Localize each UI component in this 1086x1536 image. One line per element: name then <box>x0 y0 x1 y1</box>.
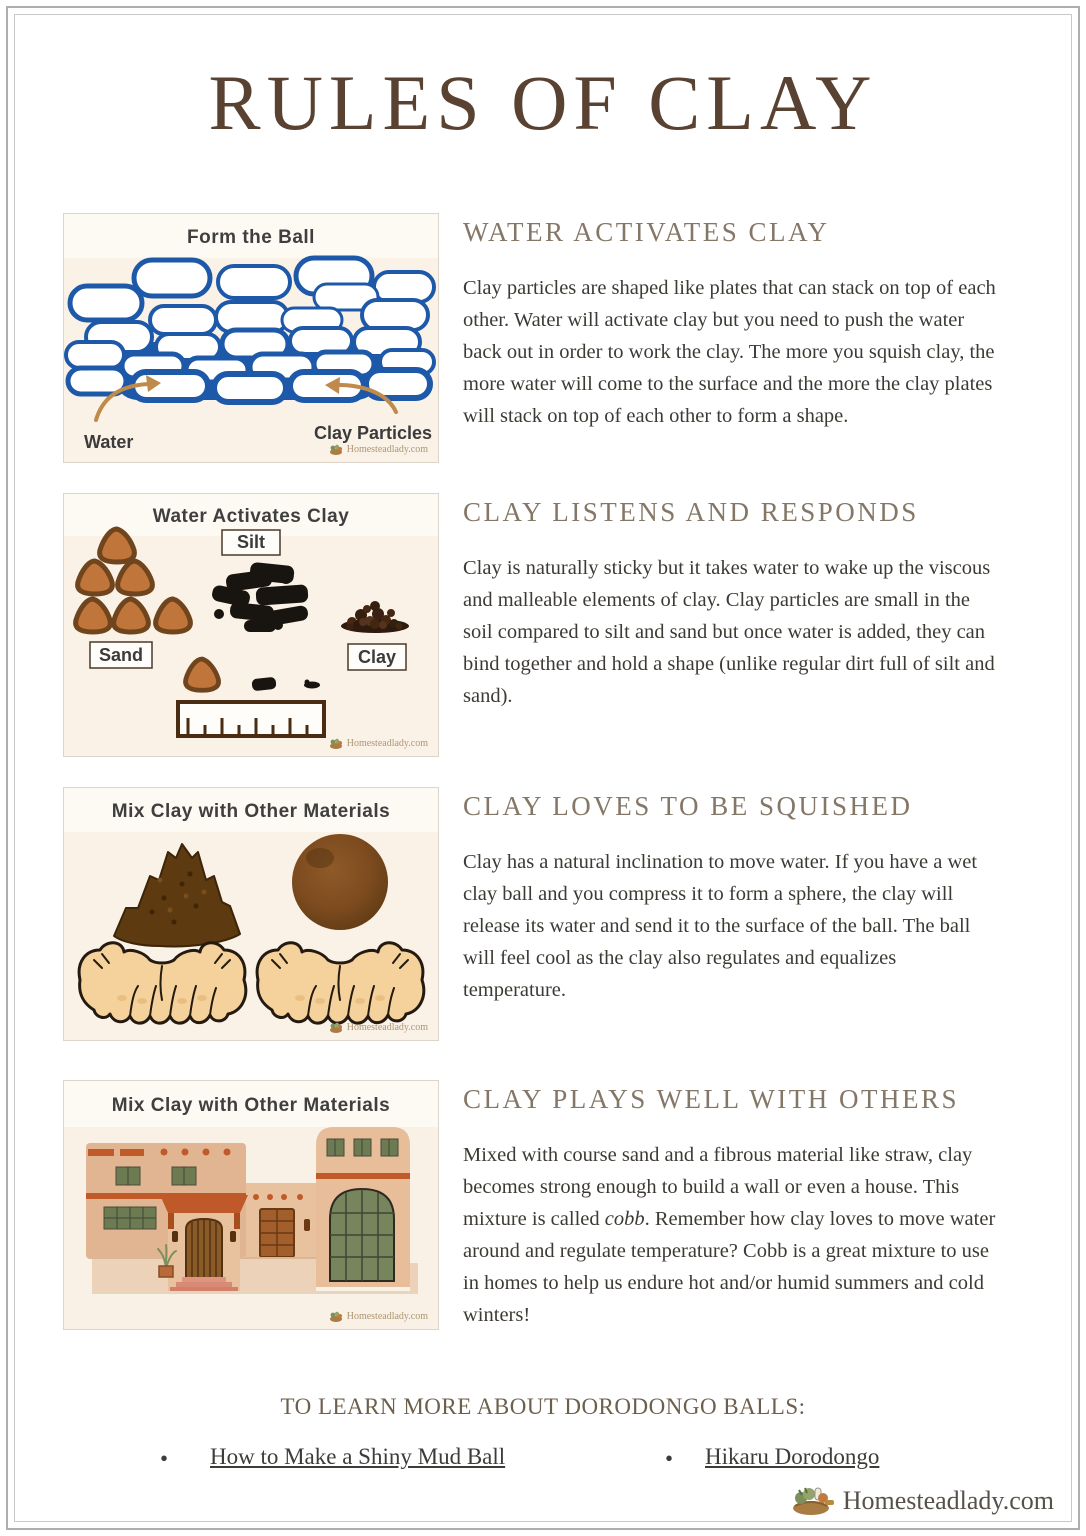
section-clay-listens <box>63 493 996 757</box>
section-body: Clay particles are shaped like plates that can stack on top of each other. Water will activate clay but you need to push the water back out in order to work the clay. The more you squish clay, the more water will come to the surface and the more the clay plates will stack on top of each other to form a shape. <box>463 277 996 427</box>
hands-holding-clay-diagram <box>64 788 438 1040</box>
illustration-form-the-ball <box>63 213 439 463</box>
cobb-term: cobb <box>604 1207 645 1230</box>
sand-label: Sand <box>98 645 144 665</box>
homestead-logo-icon <box>329 1311 343 1322</box>
homestead-logo-icon <box>329 738 343 749</box>
watermark-text: Homesteadlady.com <box>346 444 428 455</box>
footer-heading: TO LEARN MORE ABOUT DORODONGO BALLS: <box>280 1394 806 1419</box>
bullet: • <box>160 1446 169 1471</box>
illustration-adobe-house <box>63 1080 439 1330</box>
section-body: Mixed with course sand and a fibrous material like straw, clay becomes strong enough to build a wall or even a house. This mixture is called cobb. Remember how clay loves to move water around and regulate temperature? Cobb is a great mixture to use in homes to help us endure hot and/or humid summers and cold winters! <box>463 1144 996 1326</box>
illustration-title: Mix Clay with Other Materials <box>111 1095 391 1116</box>
watermark-text: Homesteadlady.com <box>346 1022 428 1033</box>
section-heading: CLAY LOVES TO BE SQUISHED <box>463 791 913 821</box>
illustration-hands-clay <box>63 787 439 1041</box>
page-title: RULES OF CLAY <box>208 59 878 146</box>
clay-ball <box>292 834 388 930</box>
brand-logo <box>789 1480 1054 1516</box>
watermark-text: Homesteadlady.com <box>346 1311 428 1322</box>
illustration-title: Mix Clay with Other Materials <box>111 801 391 822</box>
homestead-logo-icon <box>329 1022 343 1033</box>
clay-particles-diagram <box>64 214 438 462</box>
section-heading: WATER ACTIVATES CLAY <box>463 217 830 247</box>
section-clay-plays-well <box>63 1080 996 1332</box>
section-clay-squished <box>63 787 996 1041</box>
section-heading: CLAY LISTENS AND RESPONDS <box>463 497 919 527</box>
link-shiny-mud-ball[interactable]: How to Make a Shiny Mud Ball <box>210 1444 506 1469</box>
silt-label: Silt <box>236 532 266 552</box>
soil-particles-diagram <box>64 494 438 756</box>
illustration-sand-silt-clay <box>63 493 439 757</box>
link-hikaru-dorodongo[interactable]: Hikaru Dorodongo <box>705 1444 880 1469</box>
brand-text: Homesteadlady.com <box>842 1486 1054 1515</box>
water-label: Water <box>84 432 134 452</box>
watermark <box>329 1022 428 1033</box>
footer-links <box>0 1444 1086 1478</box>
homestead-logo-icon <box>789 1480 837 1516</box>
section-water-activates-clay <box>63 213 996 463</box>
watermark <box>329 444 428 455</box>
bullet: • <box>665 1446 674 1471</box>
section-body: Clay is naturally sticky but it takes water to wake up the viscous and malleable elements of clay. Clay particles are small in the soil compared to silt and sand but once water is added, they can bind together and hold a shape (unlike regular dirt full of silt and sand). <box>463 557 995 707</box>
homestead-logo-icon <box>329 444 343 455</box>
clay-label: Clay <box>357 647 397 667</box>
watermark <box>329 738 428 749</box>
illustration-title: Form the Ball <box>187 227 315 248</box>
section-body: Clay has a natural inclination to move water. If you have a wet clay ball and you compress it to form a sphere, the clay will release its water and send it to the surface of the ball. The ball will feel cool as the clay also regulates and equalizes temperature. <box>463 851 978 1001</box>
clay-particles-label: Clay Particles <box>314 423 433 443</box>
adobe-house-diagram <box>64 1081 438 1329</box>
watermark <box>329 1311 428 1322</box>
illustration-title: Water Activates Clay <box>152 506 350 527</box>
watermark-text: Homesteadlady.com <box>346 738 428 749</box>
ruler <box>178 702 324 736</box>
section-heading: CLAY PLAYS WELL WITH OTHERS <box>463 1084 960 1114</box>
